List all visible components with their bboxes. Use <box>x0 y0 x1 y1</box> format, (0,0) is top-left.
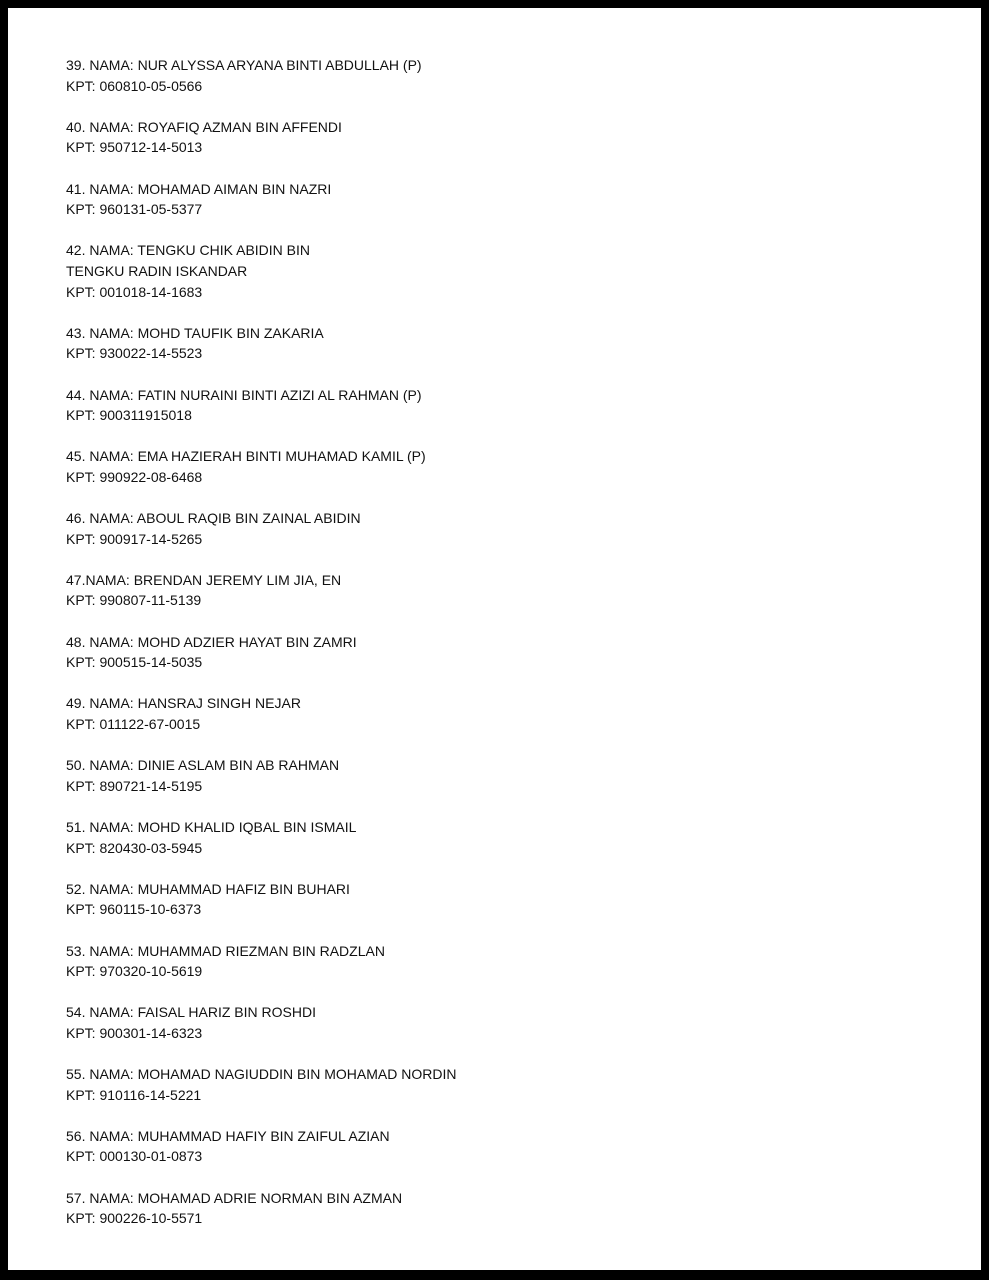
participant-name-line: 56. NAMA: MUHAMMAD HAFIY BIN ZAIFUL AZIAN <box>66 1127 390 1144</box>
participant-name-line: 54. NAMA: FAISAL HARIZ BIN ROSHDI <box>66 1004 316 1021</box>
participant-name-line: 42. NAMA: TENGKU CHIK ABIDIN BIN <box>66 242 311 259</box>
list-item <box>66 1064 456 1105</box>
participant-kpt: KPT: 900515-14-5035 <box>66 654 203 671</box>
participant-list <box>66 55 456 1249</box>
list-item <box>66 446 456 487</box>
participant-kpt: KPT: 950712-14-5013 <box>66 139 203 156</box>
participant-name-line: 47.NAMA: BRENDAN JEREMY LIM JIA, EN <box>66 571 342 588</box>
participant-kpt: KPT: 011122-67-0015 <box>66 716 201 732</box>
participant-kpt: KPT: 890721-14-5195 <box>66 777 203 794</box>
participant-name-line: 49. NAMA: HANSRAJ SINGH NEJAR <box>66 695 301 712</box>
participant-name-line: 52. NAMA: MUHAMMAD HAFIZ BIN BUHARI <box>66 880 350 897</box>
participant-name-line: TENGKU RADIN ISKANDAR <box>66 262 248 279</box>
participant-kpt: KPT: 900226-10-5571 <box>66 1210 203 1227</box>
list-item <box>66 1126 456 1167</box>
participant-name-line: 39. NAMA: NUR ALYSSA ARYANA BINTI ABDULLAH (P) <box>66 57 422 73</box>
list-item <box>66 117 456 158</box>
list-item <box>66 508 456 549</box>
list-item <box>66 385 456 426</box>
list-item <box>66 570 456 611</box>
list-item <box>66 179 456 220</box>
participant-kpt: KPT: 001018-14-1683 <box>66 283 203 300</box>
participant-kpt: KPT: 900917-14-5265 <box>66 530 203 547</box>
participant-name-line: 41. NAMA: MOHAMAD AIMAN BIN NAZRI <box>66 180 332 197</box>
participant-name-line: 46. NAMA: ABOUL RAQIB BIN ZAINAL ABIDIN <box>66 510 361 527</box>
participant-kpt: KPT: 990922-08-6468 <box>66 468 203 485</box>
participant-name-line: 43. NAMA: MOHD TAUFIK BIN ZAKARIA <box>66 324 324 341</box>
participant-name-line: 57. NAMA: MOHAMAD ADRIE NORMAN BIN AZMAN <box>66 1189 403 1206</box>
list-item <box>66 879 456 920</box>
list-item <box>66 693 456 734</box>
participant-name-line: 40. NAMA: ROYAFIQ AZMAN BIN AFFENDI <box>66 118 342 135</box>
list-item <box>66 817 456 858</box>
participant-kpt: KPT: 000130-01-0873 <box>66 1148 203 1165</box>
participant-kpt: KPT: 900311915018 <box>66 407 192 424</box>
participant-name-line: 50. NAMA: DINIE ASLAM BIN AB RAHMAN <box>66 757 340 774</box>
participant-kpt: KPT: 900301-14-6323 <box>66 1024 203 1041</box>
list-item <box>66 632 456 673</box>
participant-kpt: KPT: 060810-05-0566 <box>66 77 203 94</box>
participant-kpt: KPT: 960115-10-6373 <box>66 901 202 918</box>
participant-name-line: 45. NAMA: EMA HAZIERAH BINTI MUHAMAD KAMIL (P) <box>66 448 426 465</box>
participant-kpt: KPT: 990807-11-5139 <box>66 592 202 609</box>
list-item <box>66 1188 456 1229</box>
participant-kpt: KPT: 960131-05-5377 <box>66 201 203 218</box>
list-item <box>66 240 456 302</box>
participant-name-line: 55. NAMA: MOHAMAD NAGIUDDIN BIN MOHAMAD NORDIN <box>66 1066 457 1083</box>
list-item <box>66 55 456 96</box>
participant-kpt: KPT: 910116-14-5221 <box>66 1086 202 1103</box>
participant-kpt: KPT: 820430-03-5945 <box>66 839 203 856</box>
participant-name-line: 51. NAMA: MOHD KHALID IQBAL BIN ISMAIL <box>66 818 357 835</box>
participant-kpt: KPT: 970320-10-5619 <box>66 963 203 980</box>
list-item <box>66 1002 456 1043</box>
participant-name-line: 53. NAMA: MUHAMMAD RIEZMAN BIN RADZLAN <box>66 942 385 959</box>
participant-kpt: KPT: 930022-14-5523 <box>66 345 203 362</box>
participant-name-line: 48. NAMA: MOHD ADZIER HAYAT BIN ZAMRI <box>66 633 357 650</box>
list-item <box>66 941 456 982</box>
list-item <box>66 755 456 796</box>
participant-name-line: 44. NAMA: FATIN NURAINI BINTI AZIZI AL RAHMAN (P) <box>66 386 422 403</box>
list-item <box>66 323 456 364</box>
document-page <box>8 8 981 1270</box>
